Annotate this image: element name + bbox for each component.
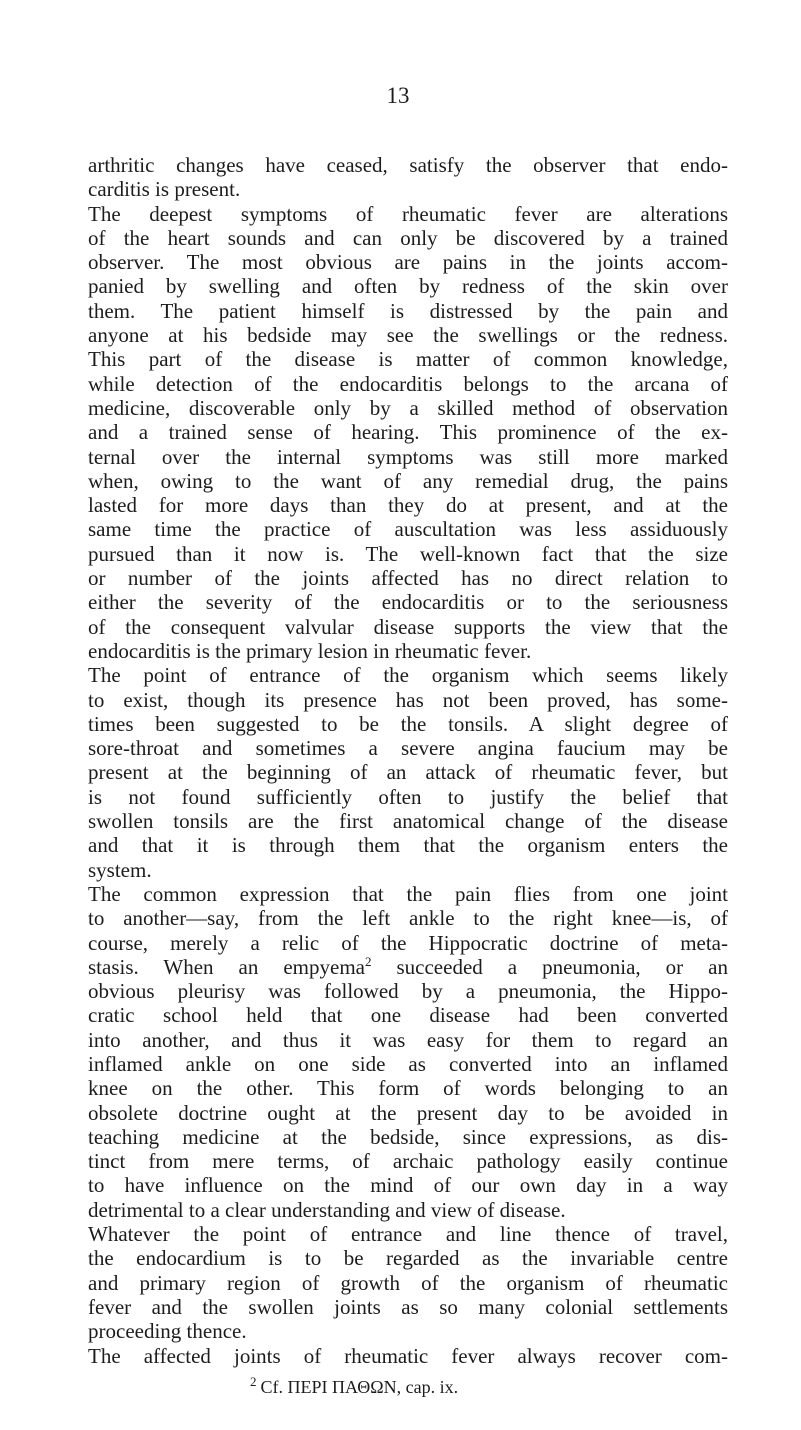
text-line: swollen tonsils are the first anatomical change of the disease <box>88 809 728 834</box>
text-line: and that it is through them that the organism enters the <box>88 833 728 858</box>
text-line: medicine, discoverable only by a skilled method of observation <box>88 395 728 420</box>
text-line: teaching medicine at the bedside, since expressions, as dis- <box>88 1124 728 1149</box>
text-line: observer. The most obvious are pains in the joints accom- <box>88 250 728 275</box>
text-line: arthritic changes have ceased, satisfy the observer that endo- <box>88 153 728 177</box>
text-line: is not found sufficiently often to justify the belief that <box>88 784 728 809</box>
text-line: system. <box>88 857 152 882</box>
footnote-reference: 2 <box>364 953 372 969</box>
text-line: and a trained sense of hearing. This prominence of the ex- <box>88 420 728 445</box>
text-line: present at the beginning of an attack of rheumatic fever, but <box>88 760 728 785</box>
text-line: of the heart sounds and can only be discovered by a trained <box>88 225 728 250</box>
text-line: proceeding thence. <box>88 1319 247 1344</box>
text-line: The point of entrance of the organism which seems likely <box>88 663 728 688</box>
footnote-text: Cf. ΠΕΡΙ ΠΑΘΩΝ, cap. ix. <box>260 1377 459 1397</box>
text-line: detrimental to a clear understanding and view of disease. <box>88 1197 566 1222</box>
text-line: ternal over the internal symptoms was still more marked <box>88 444 728 469</box>
footnote-marker: 2 <box>250 1374 257 1389</box>
text-line: and primary region of growth of the organism of rheumatic <box>88 1270 728 1295</box>
text-line: to exist, though its presence has not been proved, has some- <box>88 687 728 712</box>
text-line: anyone at his bedside may see the swellings or the redness. <box>88 323 728 348</box>
text-line: or number of the joints affected has no direct relation to <box>88 566 728 591</box>
text-line: lasted for more days than they do at present, and at the <box>88 493 728 518</box>
footnote <box>250 1376 458 1398</box>
text-line: pursued than it now is. The well-known fact that the size <box>88 541 728 566</box>
text-line: inflamed ankle on one side as converted into an inflamed <box>88 1051 728 1076</box>
text-line: when, owing to the want of any remedial drug, the pains <box>88 468 728 493</box>
text-line: times been suggested to be the tonsils. A slight degree of <box>88 711 728 736</box>
text-line: course, merely a relic of the Hippocratic doctrine of meta- <box>88 930 728 955</box>
text-line: cratic school held that one disease had been converted <box>88 1003 728 1028</box>
text-line: of the consequent valvular disease supports the view that the <box>88 614 728 639</box>
text-line: obsolete doctrine ought at the present day to be avoided in <box>88 1100 728 1125</box>
text-segment: succeeded a pneumonia, or an <box>371 954 728 979</box>
body-text <box>88 153 728 1368</box>
text-line: same time the practice of auscultation was less assiduously <box>88 517 728 542</box>
text-line: The affected joints of rheumatic fever always recover com- <box>88 1343 728 1368</box>
text-line: to have influence on the mind of our own day in a way <box>88 1173 728 1198</box>
text-line: tinct from mere terms, of archaic pathology easily continue <box>88 1149 728 1174</box>
text-line: knee on the other. This form of words belonging to an <box>88 1076 728 1101</box>
text-line: obvious pleurisy was followed by a pneumonia, the Hippo- <box>88 979 728 1004</box>
text-line: panied by swelling and often by redness of the skin over <box>88 274 728 299</box>
text-line: This part of the disease is matter of common knowledge, <box>88 347 728 372</box>
text-line: Whatever the point of entrance and line thence of travel, <box>88 1222 728 1247</box>
text-line: The deepest symptoms of rheumatic fever are alterations <box>88 201 728 226</box>
text-line: sore-throat and sometimes a severe angina faucium may be <box>88 736 728 761</box>
text-line: the endocardium is to be regarded as the invariable centre <box>88 1246 728 1271</box>
text-line: The common expression that the pain flies from one joint <box>88 881 728 906</box>
page-number: 13 <box>386 83 410 108</box>
text-line: into another, and thus it was easy for them to regard an <box>88 1027 728 1052</box>
text-line-with-footnote-ref <box>88 955 728 979</box>
text-line: carditis is present. <box>88 177 241 202</box>
text-line: either the severity of the endocarditis or to the seriousness <box>88 590 728 615</box>
text-segment: stasis. When an empyema <box>88 954 365 979</box>
text-line: while detection of the endocarditis belongs to the arcana of <box>88 371 728 396</box>
text-line: to another—say, from the left ankle to the right knee—is, of <box>88 906 728 931</box>
text-line: them. The patient himself is distressed by the pain and <box>88 298 728 323</box>
text-line: fever and the swollen joints as so many colonial settlements <box>88 1294 728 1319</box>
text-line: endocarditis is the primary lesion in rheumatic fever. <box>88 638 532 663</box>
